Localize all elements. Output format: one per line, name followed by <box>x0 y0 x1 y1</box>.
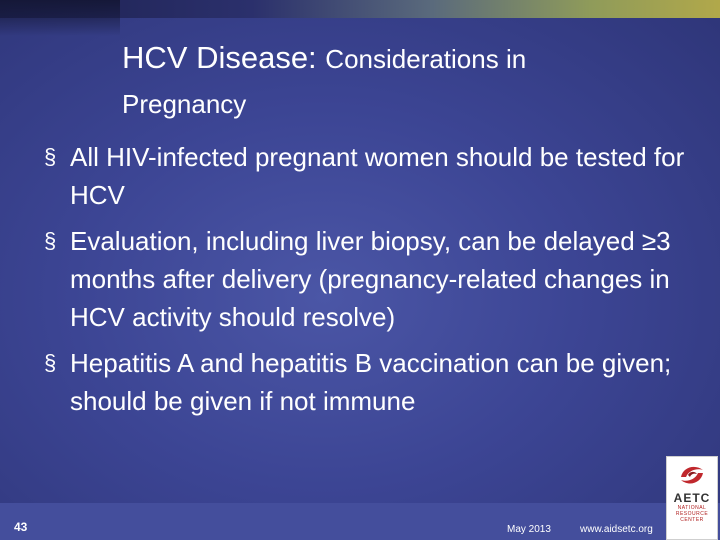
logo-line1: NATIONAL <box>677 505 707 511</box>
aetc-logo <box>666 456 718 540</box>
footer-date: May 2013 <box>507 524 551 535</box>
bullet-item <box>44 222 694 336</box>
slide-title <box>122 38 682 129</box>
footer-url[interactable]: www.aidsetc.org <box>580 524 653 535</box>
bullet-text: All HIV-infected pregnant women should be tested for HCV <box>70 142 685 210</box>
title-line2: Pregnancy <box>122 89 247 119</box>
logo-name: AETC <box>673 491 711 505</box>
logo-line2: RESOURCE <box>675 511 709 517</box>
bullet-list <box>44 138 694 428</box>
bullet-text: Hepatitis A and hepatitis B vaccination can be given; should be given if not immune <box>70 348 672 416</box>
bullet-marker-icon: § <box>44 228 57 253</box>
aetc-swirl-icon <box>677 461 707 489</box>
title-rest: Considerations in <box>325 44 527 74</box>
bullet-item <box>44 344 694 420</box>
logo-line3: CENTER <box>680 517 704 523</box>
bullet-marker-icon: § <box>44 144 57 169</box>
title-main: HCV Disease: <box>122 40 326 75</box>
bullet-item <box>44 138 694 214</box>
slide-number: 43 <box>14 520 28 534</box>
bullet-marker-icon: § <box>44 350 57 375</box>
top-corner-shade <box>0 0 120 36</box>
bullet-text: Evaluation, including liver biopsy, can be delayed ≥3 months after delivery (pregnancy-related changes in HCV activity should resolve) <box>70 226 671 332</box>
